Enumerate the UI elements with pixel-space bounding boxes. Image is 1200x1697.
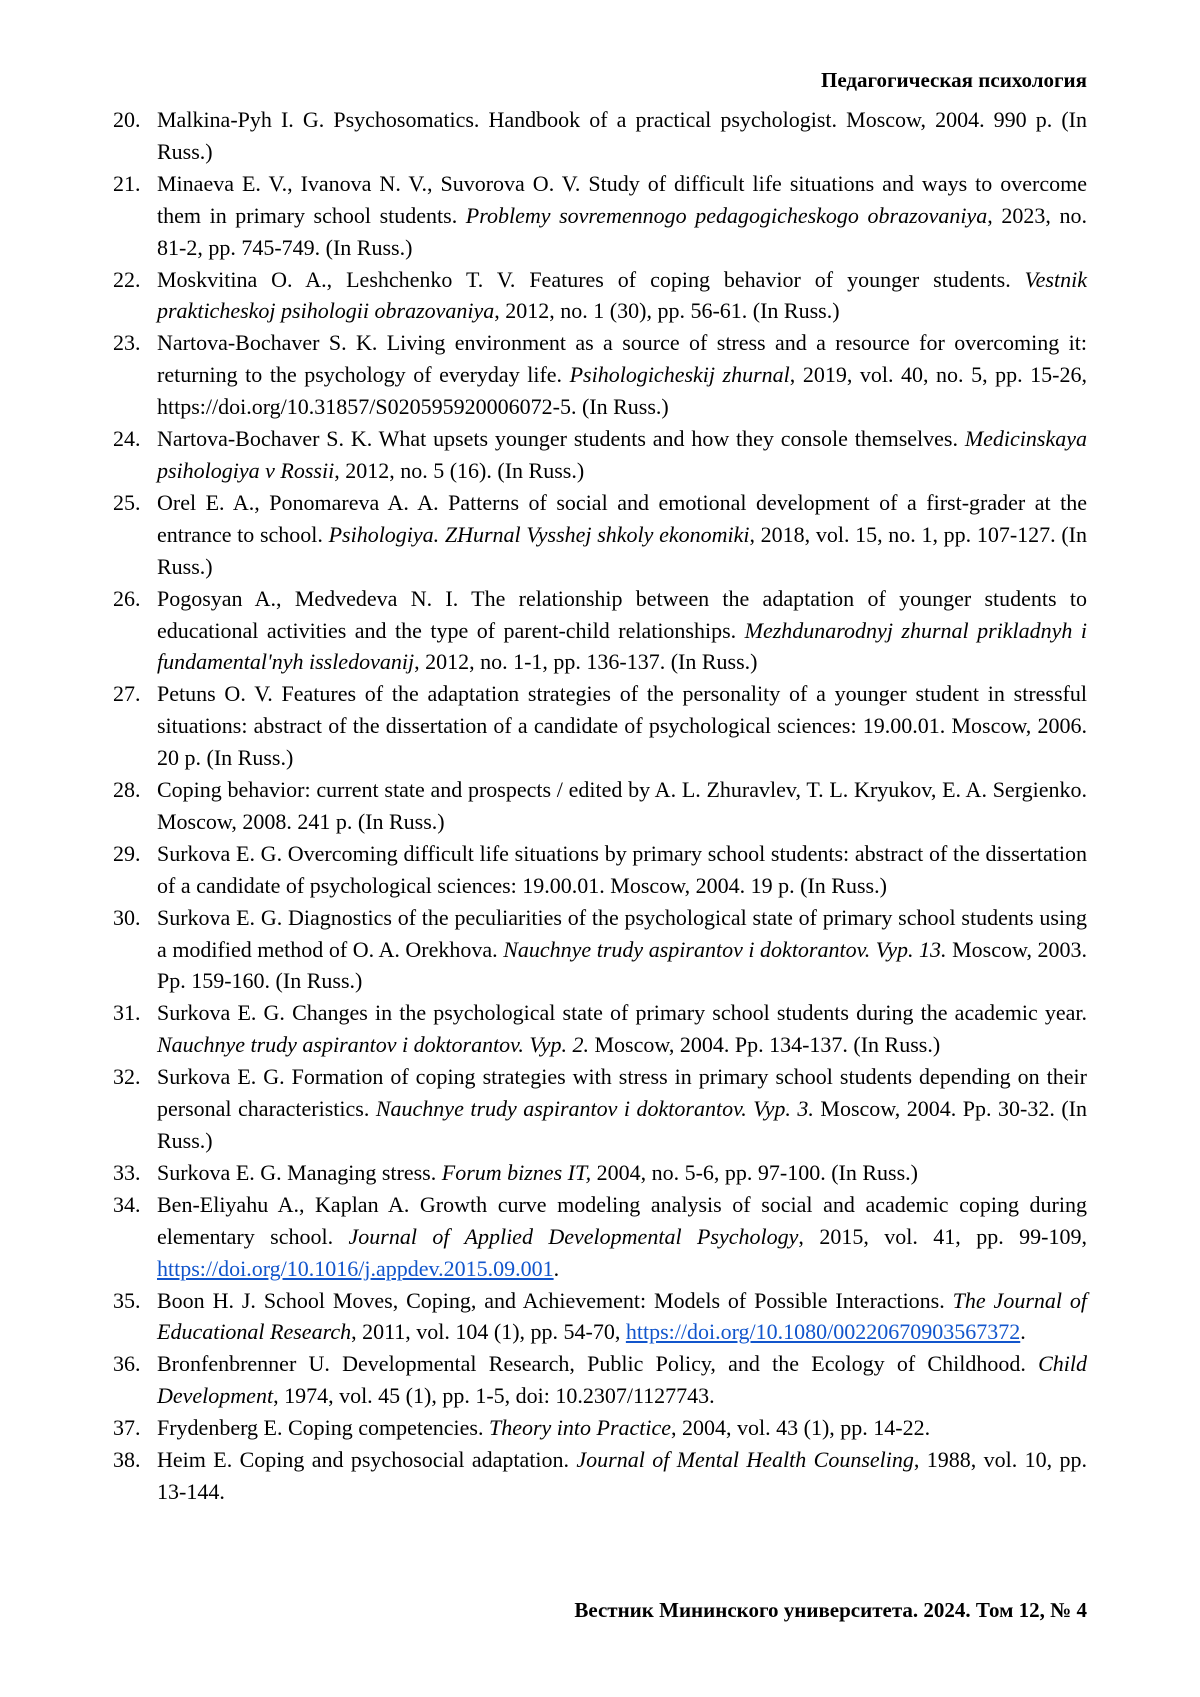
reference-item [113,423,1087,487]
journal-title: Forum biznes IT, [441,1159,592,1185]
reference-number: 24. [113,426,141,452]
journal-footer: Вестник Мининского университета. 2024. Том 12, № 4 [574,1598,1087,1622]
reference-text: , 1974, vol. 45 (1), pp. 1-5, doi: 10.2307/1127743. [273,1383,715,1409]
doi-link[interactable]: https://doi.org/10.1016/j.appdev.2015.09.001 [157,1255,554,1281]
reference-text: , 2004, vol. 43 (1), pp. 14-22. [671,1415,931,1441]
reference-number: 29. [113,840,141,866]
reference-item [113,583,1087,679]
reference-text: , 2012, no. 5 (16). (In Russ.) [334,457,585,483]
journal-title: The Journal of Educational Research [157,1287,1088,1345]
reference-text: Surkova E. G. Overcoming difficult life situations by primary school students: abstract of the dissertation of a candidate of psychological sciences: 19.00.01. Moscow, 2004. 19 p. (In Russ.) [157,840,1087,898]
reference-text: Nartova-Bochaver S. K. Living environment as a source of stress and a resource for overcoming it: returning to the psychology of everyday life. [157,330,1087,388]
reference-item [113,838,1087,902]
reference-number: 38. [113,1447,141,1473]
reference-number: 33. [113,1159,141,1185]
reference-text: . [553,1255,560,1281]
reference-text: Ben-Eliyahu A., Kaplan A. Growth curve modeling analysis of social and academic coping during elementary school. [157,1191,1087,1249]
reference-text: Coping behavior: current state and prospects / edited by A. L. Zhuravlev, T. L. Kryukov, E. A. Sergienko. Moscow, 2008. 241 p. (In Russ.) [157,777,1087,834]
reference-number: 30. [113,904,141,930]
reference-number: 37. [113,1415,141,1441]
journal-title: Medicinskaya psihologiya v Rossii [157,426,1087,483]
reference-text: Heim E. Coping and psychosocial adaptation. [157,1447,577,1473]
reference-text: Orel E. A., Ponomareva A. A. Patterns of social and emotional development of a first-grader at the entrance to school. [157,489,1087,547]
reference-item [113,1444,1087,1508]
reference-number: 20. [113,107,141,132]
reference-text: Petuns O. V. Features of the adaptation strategies of the personality of a younger student in stressful situations: abstract of the dissertation of a candidate of psychological sciences: 19.00.01. Moscow, 2006. 20 p. (In Russ.) [157,681,1087,771]
reference-item [113,1412,1087,1444]
reference-text: , 2011, vol. 104 (1), pp. 54-70, [351,1319,626,1345]
journal-title: Nauchnye trudy aspirantov i doktorantov. Vyp. 2. [157,1032,589,1058]
reference-text: Moscow, 2004. Pp. 134-137. (In Russ.) [589,1032,941,1058]
reference-item [113,1285,1087,1349]
reference-text: Surkova E. G. Managing stress. [157,1159,442,1185]
reference-text: . [1020,1319,1026,1345]
reference-text: , 2012, no. 1-1, pp. 136-137. (In Russ.) [414,649,758,675]
journal-title: Nauchnye trudy aspirantov i doktorantov. Vyp. 3. [375,1096,814,1122]
reference-text: Moscow, 2003. Pp. 159-160. (In Russ.) [157,936,1088,994]
reference-text: Pogosyan A., Medvedeva N. I. The relationship between the adaptation of younger students to educational activities and the type of parent-child relationships. [157,585,1087,643]
reference-text: Surkova E. G. Diagnostics of the peculiarities of the psychological state of primary school students using a modified method of O. A. Orekhova. [157,904,1087,962]
journal-title: Child Development [157,1351,1087,1409]
reference-text: Minaeva E. V., Ivanova N. V., Suvorova O. V. Study of difficult life situations and ways to overcome them in primary school students. [157,170,1087,228]
reference-text: Surkova E. G. Changes in the psychological state of primary school students during the academic year. [157,1000,1087,1026]
reference-text: Malkina-Pyh I. G. Psychosomatics. Handbook of a practical psychologist. Moscow, 2004. 990 p. (In Russ.) [157,107,1087,164]
reference-item [113,997,1087,1061]
reference-text: , 2015, vol. 41, pp. 99-109, [798,1223,1087,1249]
reference-item [113,1189,1087,1285]
reference-text: Moskvitina O. A., Leshchenko T. V. Features of coping behavior of younger students. [157,266,1025,292]
reference-text: Nartova-Bochaver S. K. What upsets younger students and how they console themselves. [157,426,965,452]
reference-number: 36. [113,1351,141,1377]
doi-link[interactable]: https://doi.org/10.1080/00220670903567372 [625,1319,1021,1345]
reference-number: 27. [113,681,141,707]
reference-number: 35. [113,1287,141,1313]
reference-text: Frydenberg E. Coping competencies. [157,1415,489,1441]
reference-text: , 2023, no. 81-2, pp. 745-749. (In Russ.) [157,202,1087,260]
journal-title: Theory into Practice [488,1415,672,1441]
reference-number: 32. [113,1064,141,1090]
journal-title: Psihologiya. ZHurnal Vysshej shkoly ekonomiki [328,521,750,547]
reference-text: , 2019, vol. 40, no. 5, pp. 15-26, https://doi.org/10.31857/S020595920006072-5. (In Russ.) [157,362,1087,420]
reference-item [113,774,1087,838]
reference-number: 34. [113,1191,141,1217]
journal-title: Psihologicheskij zhurnal [569,362,790,388]
journal-title: Vestnik prakticheskoj psihologii obrazovaniya [157,266,1087,324]
journal-title: Problemy sovremennogo pedagogicheskogo obrazovaniya [465,202,988,228]
reference-item [113,487,1087,583]
reference-item [113,104,1087,168]
references-list [113,104,1087,1508]
reference-text: , 2018, vol. 15, no. 1, pp. 107-127. (In Russ.) [157,521,1087,579]
reference-text: Moscow, 2004. Pp. 30-32. (In Russ.) [157,1096,1088,1153]
journal-title: Journal of Mental Health Counseling [576,1447,914,1473]
reference-number: 28. [113,777,141,803]
reference-item [113,902,1087,998]
reference-text: Boon H. J. School Moves, Coping, and Achievement: Models of Possible Interactions. [157,1287,953,1313]
reference-item [113,1061,1087,1157]
reference-number: 21. [113,170,141,196]
reference-number: 23. [113,330,141,356]
reference-item [113,264,1087,328]
journal-title: Mezhdunarodnyj zhurnal prikladnyh i fundamental'nyh issledovanij [157,617,1088,675]
reference-item [113,168,1087,264]
reference-number: 22. [113,266,141,292]
reference-item [113,327,1087,423]
reference-text: Surkova E. G. Formation of coping strategies with stress in primary school students depending on their personal characteristics. [157,1064,1087,1122]
reference-number: 25. [113,489,141,515]
journal-title: Journal of Applied Developmental Psychology [348,1223,799,1249]
journal-title: Nauchnye trudy aspirantov i doktorantov. Vyp. 13. [503,936,947,962]
reference-text: Bronfenbrenner U. Developmental Research, Public Policy, and the Ecology of Childhood. [157,1351,1039,1377]
reference-number: 26. [113,585,141,611]
reference-text: , 1988, vol. 10, pp. 13-144. [157,1447,1088,1504]
reference-text: 2004, no. 5-6, pp. 97-100. (In Russ.) [591,1159,919,1185]
reference-number: 31. [113,1000,141,1026]
reference-item [113,1348,1087,1412]
section-header: Педагогическая психология [820,68,1087,92]
reference-item [113,678,1087,774]
reference-item [113,1157,1087,1189]
reference-text: , 2012, no. 1 (30), pp. 56-61. (In Russ.) [494,298,840,324]
